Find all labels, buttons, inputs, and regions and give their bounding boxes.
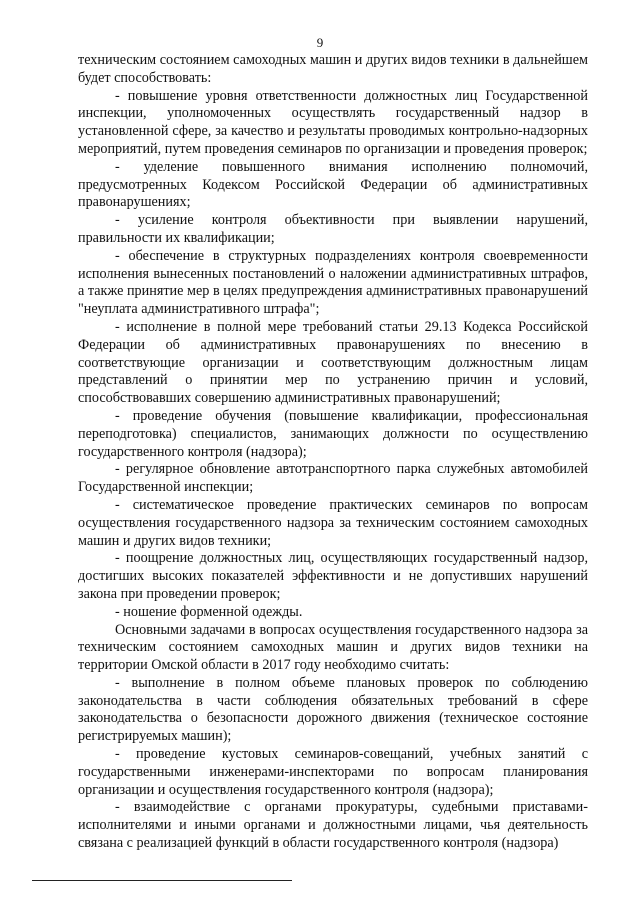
list-item-vehicle-fleet: - регулярное обновление автотранспортного парка служебных автомобилей Государственной инспекции; [78,461,588,496]
list-item-incentives: - поощрение должностных лиц, осуществляющих государственный надзор, достигших высоких показателей эффективности и не допустивших нарушений закона при проведении проверок; [78,550,588,602]
page-number: 9 [316,35,324,50]
list-item-article-29-13: - исполнение в полной мере требований статьи 29.13 Кодекса Российской Федерации об административных правонарушениях по внесению в соответствующие организации и соответствующим должностным лицам представлений о принятии мер по устранению причин и условий, способствовавших совершению административных правонарушений; [78,318,588,407]
footer-divider [32,880,292,881]
list-item-attention-powers: - уделение повышенного внимания исполнению полномочий, предусмотренных Кодексом Российской Федерации об административных правонарушениях; [78,158,588,211]
list-item-planned-inspections: - выполнение в полном объеме плановых проверок по соблюдению законодательства в части соблюдения обязательных требований в сфере законодательства о безопасности дорожного движения (техническое состояние регистрируемых машин); [78,674,588,745]
document-body [78,52,588,853]
list-item-interaction: - взаимодействие с органами прокуратуры, судебными приставами-исполнителями и иными органами и должностными лицами, чья деятельность связана с реализацией функций в области государственного контроля (надзора) [78,799,588,852]
list-item-cluster-seminars: - проведение кустовых семинаров-совещаний, учебных занятий с государственными инженерами-инспекторами по вопросам планирования организации и осуществления государственного контроля (надзора); [78,746,588,798]
list-item-objectivity-control: - усиление контроля объективности при выявлении нарушений, правильности их квалификации; [78,212,588,246]
list-item-training: - проведение обучения (повышение квалификации, профессиональная переподготовка) специалистов, занимающих должности по осуществлению государственного контроля (надзора); [78,407,588,460]
list-item-responsibility: - повышение уровня ответственности должностных лиц Государственной инспекции, уполномоченных осуществлять государственный надзор в установленной сфере, за качество и результаты проводимых контрольно-надзорных мероприятий, путем проведения семинаров по организации и проведения проверок; [78,87,588,157]
list-item-uniform: - ношение форменной одежды. [115,603,303,620]
list-item-seminars: - систематическое проведение практических семинаров по вопросам осуществления государственного надзора за техническим состоянием самоходных машин и других видов техники; [78,496,588,549]
paragraph-main-tasks: Основными задачами в вопросах осуществления государственного надзора за техническим состоянием самоходных машин и других видов техники на территории Омской области в 2017 году необходимо считать: [78,621,588,674]
list-item-fines-execution: - обеспечение в структурных подразделениях контроля своевременности исполнения вынесенных постановлений о наложении административных штрафов, а также принятие мер в целях предупреждения административных правонарушений "неуплата административного штрафа"; [78,247,588,318]
paragraph-continuation: техническим состоянием самоходных машин и других видов техники в дальнейшем будет способствовать: [78,52,588,86]
